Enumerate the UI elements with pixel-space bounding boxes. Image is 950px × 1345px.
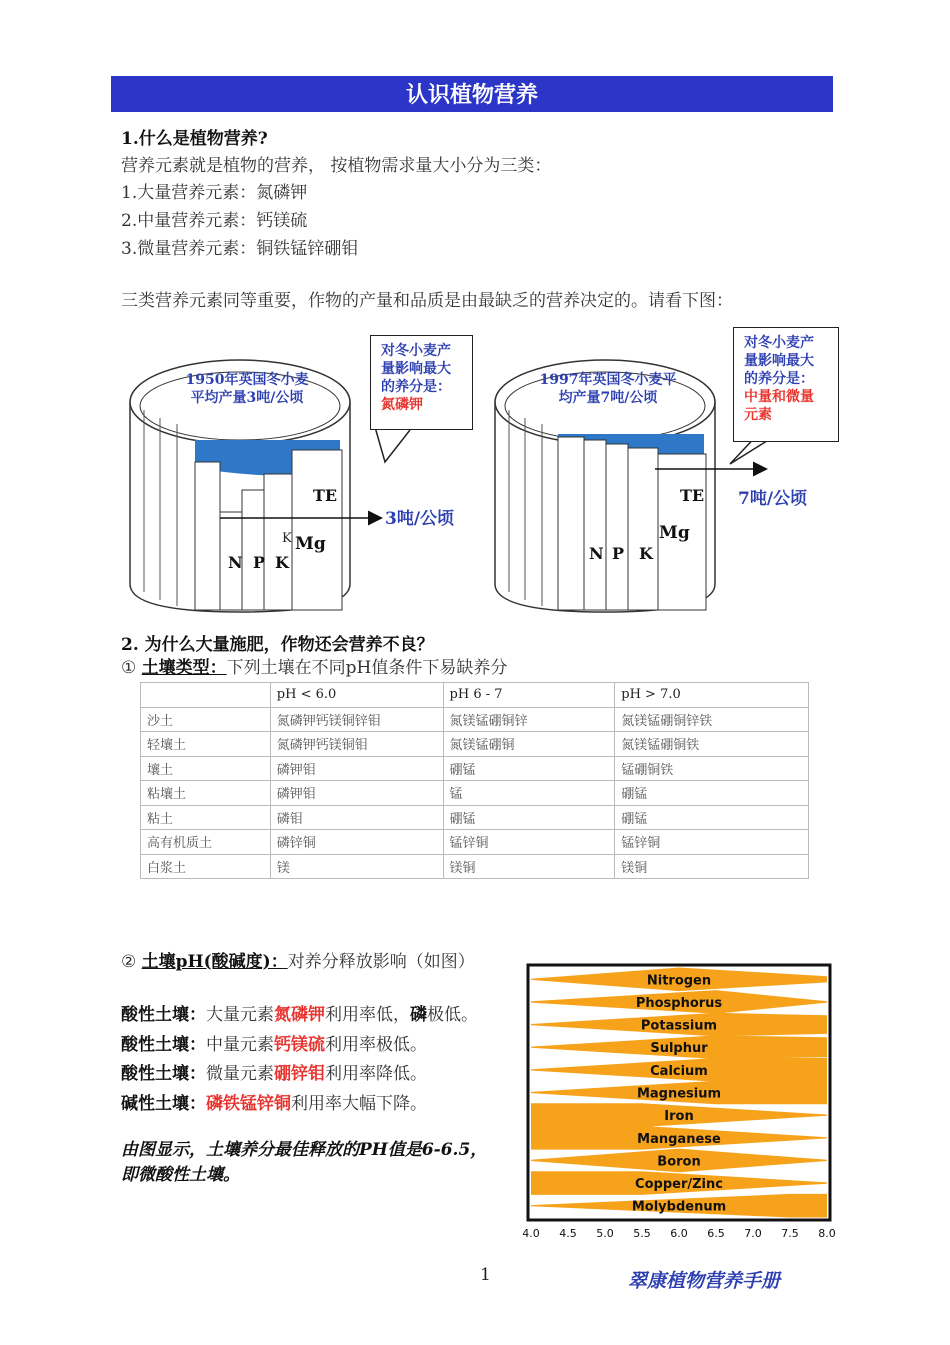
stave-label: Mg (295, 534, 326, 554)
nutrient-label: Magnesium (636, 1086, 722, 1102)
table-cell: 锰锌铜 (615, 830, 809, 855)
effect-highlight: 氮磷钾 (274, 1005, 325, 1025)
effect-label: 酸性土壤： (121, 1064, 206, 1084)
table-row (141, 707, 809, 732)
x-tick-label: 7.0 (744, 1227, 762, 1240)
sub1-number: ① (121, 658, 137, 678)
table-cell: 锰锌铜 (443, 830, 615, 855)
table-header: pH 6 - 7 (443, 683, 615, 708)
table-cell: 硼锰 (443, 805, 615, 830)
stave-label: TE (680, 486, 705, 505)
callout-1950 (370, 335, 473, 430)
stave-label: K (639, 544, 653, 563)
table-cell: 磷锌铜 (270, 830, 443, 855)
sub2-label: 土壤pH(酸碱度)： (141, 952, 288, 972)
table-cell: 氮镁锰硼铜 (443, 732, 615, 757)
stave-label: K (275, 553, 289, 572)
soil-table (140, 682, 809, 879)
table-row (141, 805, 809, 830)
callout-line: 量影响最大 (744, 353, 814, 369)
x-tick-label: 4.5 (559, 1227, 577, 1240)
table-cell: 沙土 (141, 707, 271, 732)
section1-summary: 三类营养元素同等重要，作物的产量和品质是由最缺乏的营养决定的。请看下图： (121, 291, 733, 311)
effect-text: 利用率大幅下降。 (291, 1094, 427, 1114)
yield-1950: 3吨/公顷 (385, 509, 455, 529)
effect-row (121, 1089, 427, 1114)
callout-line: 量影响最大 (381, 361, 451, 377)
table-cell: 轻壤土 (141, 732, 271, 757)
table-header: pH > 7.0 (615, 683, 809, 708)
effect-text: 利用率极低。 (325, 1035, 427, 1055)
stave-label: Mg (659, 523, 690, 543)
nutrient-label: Nitrogen (646, 973, 712, 989)
table-cell: 氮镁锰硼铜锌 (443, 707, 615, 732)
x-tick-label: 6.0 (670, 1227, 688, 1240)
effect-row (121, 1030, 427, 1055)
table-cell: 磷钼 (270, 805, 443, 830)
table-cell: 氮磷钾钙镁铜钼 (270, 732, 443, 757)
callout-line: 对冬小麦产 (381, 343, 451, 359)
effect-bold: 磷 (410, 1005, 427, 1025)
table-header (141, 683, 271, 708)
table-cell: 磷钾钼 (270, 781, 443, 806)
section1-heading: 1.什么是植物营养? (121, 129, 268, 149)
table-row (141, 781, 809, 806)
table-cell: 氮镁锰硼铜锌铁 (615, 707, 809, 732)
effect-label: 碱性土壤： (121, 1094, 206, 1114)
section1-item: 3.微量营养元素：铜铁锰锌硼钼 (121, 239, 359, 259)
x-tick-label: 7.5 (781, 1227, 799, 1240)
table-cell: 镁铜 (443, 854, 615, 879)
footer-brand: 翠康植物营养手册 (628, 1270, 781, 1292)
barrel-1950-label: 1950年英国冬小麦 (185, 372, 309, 388)
effect-row (121, 1000, 478, 1025)
callout-line: 对冬小麦产 (744, 335, 814, 351)
nutrient-label: Phosphorus (635, 996, 723, 1011)
effect-text: 利用率低， (325, 1005, 410, 1025)
section1-item: 1.大量营养元素：氮磷钾 (121, 183, 308, 203)
effect-text: 微量元素 (206, 1064, 274, 1084)
table-header-row (141, 683, 809, 708)
section1-intro: 营养元素就是植物的营养， 按植物需求量大小分为三类： (121, 156, 552, 176)
nutrient-label: Copper/Zinc (635, 1177, 723, 1192)
callout-line: 中量和微量 (744, 389, 814, 405)
table-cell: 高有机质土 (141, 830, 271, 855)
sub2-number: ② (121, 952, 137, 972)
barrel-1997-label: 1997年英国冬小麦平 (539, 372, 677, 388)
yield-1997: 7吨/公顷 (738, 489, 808, 509)
sub1-text: 下列土壤在不同pH值条件下易缺养分 (226, 658, 508, 678)
table-cell: 氮镁锰硼铜铁 (615, 732, 809, 757)
callout-line: 的养分是： (381, 379, 451, 395)
section1-item: 2.中量营养元素：钙镁硫 (121, 211, 308, 231)
effect-label: 酸性土壤： (121, 1005, 206, 1025)
section2-heading: 2. 为什么大量施肥，作物还会营养不良？ (121, 635, 434, 655)
x-tick-label: 6.5 (707, 1227, 725, 1240)
conclusion-line: 由图显示，土壤养分最佳释放的PH值是6-6.5， (121, 1140, 488, 1160)
nutrient-label: Calcium (650, 1063, 708, 1079)
page-title: 认识植物营养 (111, 76, 833, 112)
table-cell: 镁 (270, 854, 443, 879)
effect-highlight: 硼锌钼 (274, 1064, 325, 1084)
effect-highlight: 钙镁硫 (274, 1035, 325, 1055)
callout-1997 (733, 327, 839, 442)
sub1-label: 土壤类型： (141, 658, 227, 678)
table-row (141, 756, 809, 781)
nutrient-label: Potassium (640, 1018, 718, 1034)
stave-label-small: K (282, 531, 292, 546)
table-cell: 硼锰 (615, 805, 809, 830)
nutrient-label: Boron (657, 1154, 701, 1170)
effect-text: 大量元素 (206, 1005, 274, 1025)
table-cell: 氮磷钾钙镁铜锌钼 (270, 707, 443, 732)
conclusion-line: 即微酸性土壤。 (121, 1165, 240, 1185)
callout-line: 元素 (744, 407, 772, 423)
nutrient-label: Manganese (637, 1131, 721, 1147)
barrel-1950-label: 平均产量3吨/公顷 (190, 390, 304, 406)
sub2-text: 对养分释放影响（如图） (287, 952, 475, 972)
callout-line: 氮磷钾 (381, 397, 423, 413)
table-cell: 锰硼铜铁 (615, 756, 809, 781)
effect-text: 中量元素 (206, 1035, 274, 1055)
stave-label: TE (313, 486, 338, 505)
stave-label: N (228, 553, 243, 572)
table-row (141, 732, 809, 757)
stave-label: N (589, 544, 604, 563)
nutrient-label: Iron (664, 1109, 694, 1125)
effect-highlight: 磷铁锰锌铜 (206, 1094, 291, 1114)
table-cell: 磷钾钼 (270, 756, 443, 781)
effect-text: 利用率降低。 (325, 1064, 427, 1084)
x-tick-label: 4.0 (522, 1227, 540, 1240)
effect-text: 极低。 (427, 1005, 478, 1025)
table-cell: 硼锰 (443, 756, 615, 781)
table-cell: 粘土 (141, 805, 271, 830)
table-cell: 镁铜 (615, 854, 809, 879)
barrel-1997-label: 均产量7吨/公顷 (558, 390, 658, 406)
x-tick-label: 8.0 (818, 1227, 836, 1240)
stave-label: P (253, 553, 266, 572)
x-tick-label: 5.5 (633, 1227, 651, 1240)
effect-label: 酸性土壤： (121, 1035, 206, 1055)
table-cell: 粘壤土 (141, 781, 271, 806)
nutrient-label: Molybdenum (631, 1199, 727, 1215)
callout-line: 的养分是： (744, 371, 814, 387)
nutrient-label: Sulphur (650, 1041, 708, 1057)
table-row (141, 830, 809, 855)
ph-availability-chart (518, 960, 840, 1242)
table-row (141, 854, 809, 879)
effect-row (121, 1059, 427, 1084)
table-cell: 锰 (443, 781, 615, 806)
x-tick-label: 5.0 (596, 1227, 614, 1240)
table-cell: 白浆土 (141, 854, 271, 879)
table-header: pH < 6.0 (270, 683, 443, 708)
stave-label: P (612, 544, 625, 563)
table-cell: 硼锰 (615, 781, 809, 806)
page-number: 1 (480, 1265, 491, 1285)
table-cell: 壤土 (141, 756, 271, 781)
